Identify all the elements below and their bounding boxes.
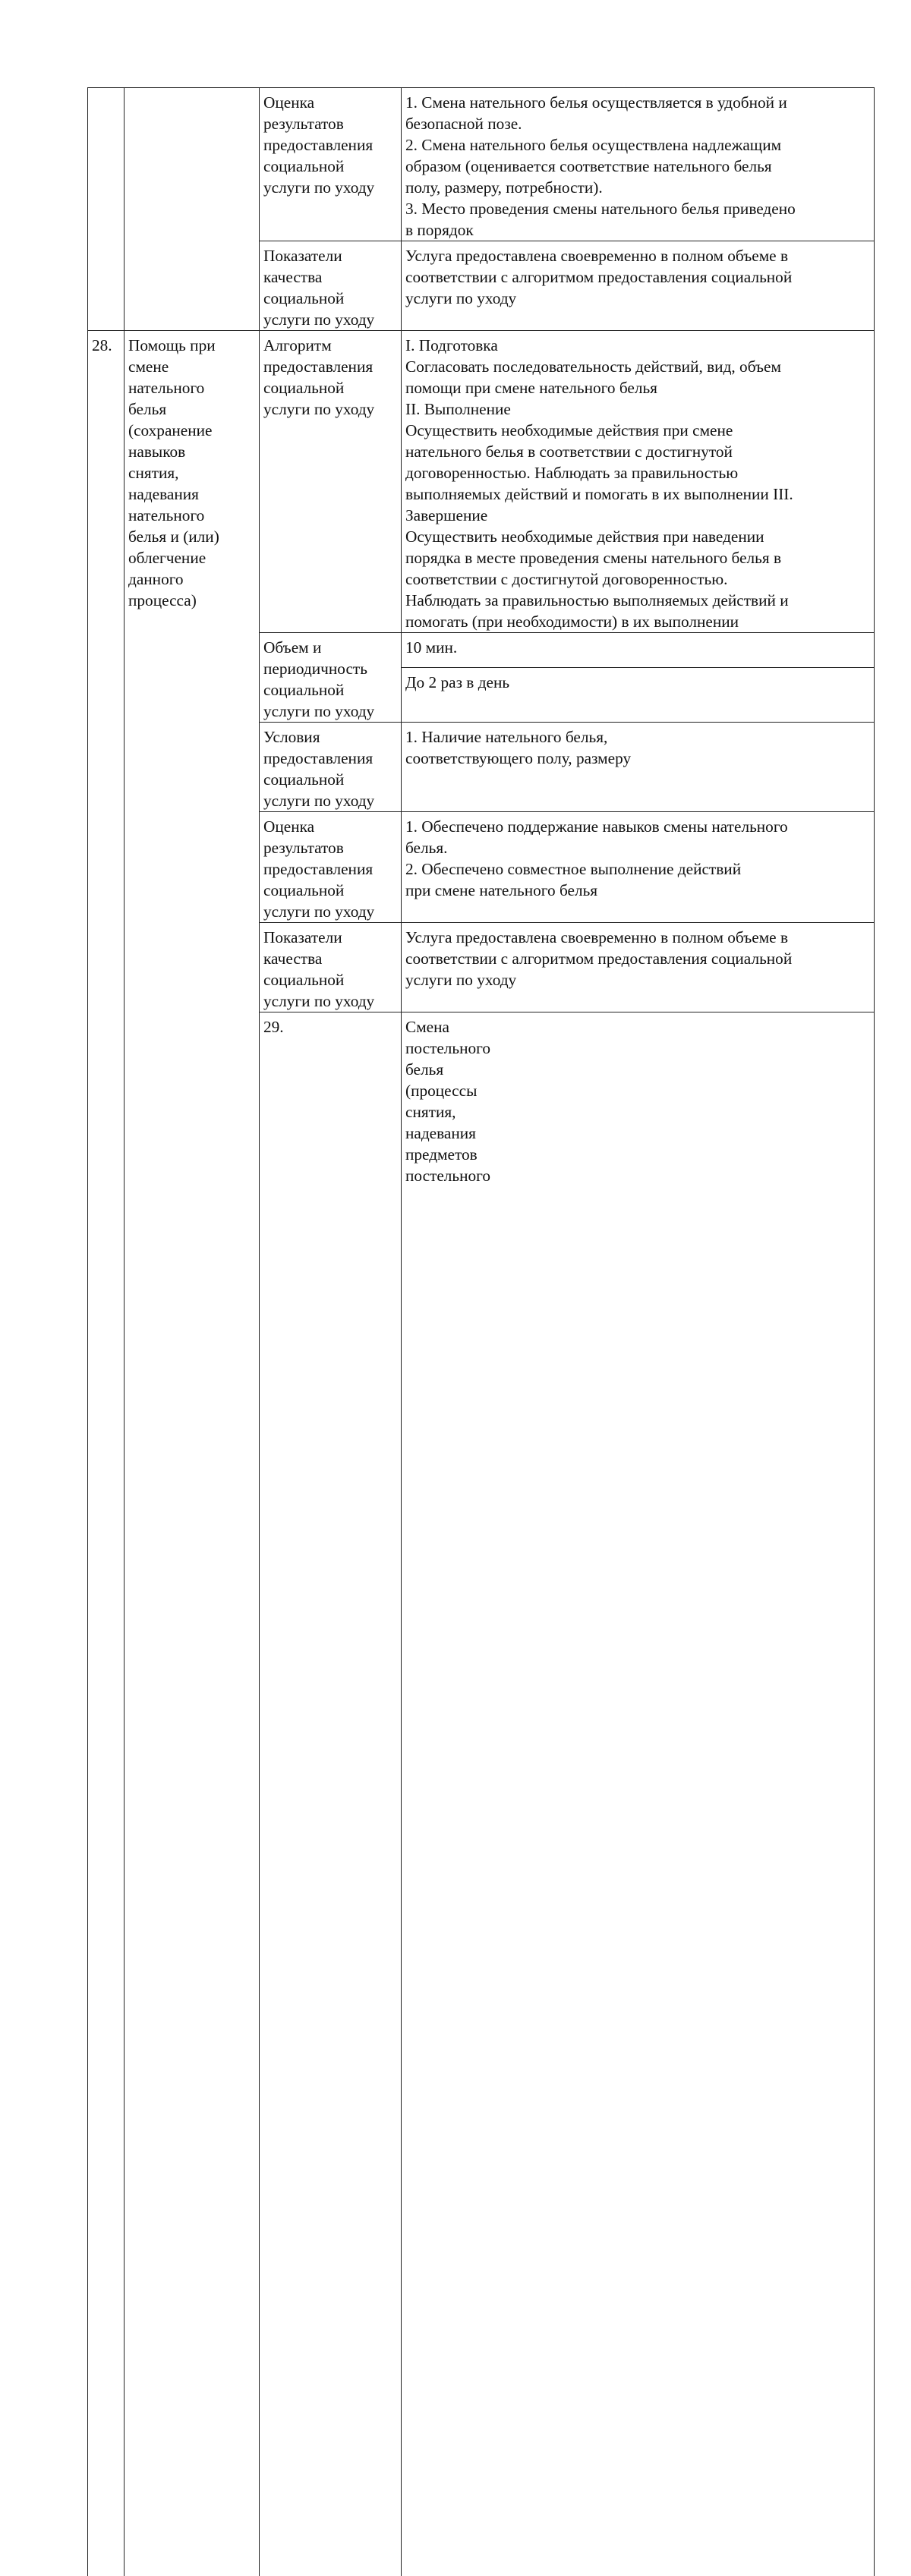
param-label: Алгоритм предоставления социальной услуги по уходу [260, 331, 402, 633]
table-row [88, 88, 875, 241]
param-description: 1. Обеспечено поддержание навыков смены нательного белья. 2. Обеспечено совместное выполнение действий при смене нательного белья [402, 812, 875, 923]
services-table [87, 87, 875, 2576]
periodicity-value: До 2 раз в день [402, 668, 875, 723]
param-label: Показатели качества социальной услуги по уходу [260, 923, 402, 1012]
param-label: Объем и периодичность социальной услуги по уходу [260, 633, 402, 723]
item-number: 29. [260, 1012, 402, 2576]
param-description: Услуга предоставлена своевременно в полном объеме в соответствии с алгоритмом предоставления социальной услуги по уходу [402, 241, 875, 331]
param-label: Условия предоставления социальной услуги по уходу [260, 723, 402, 812]
service-name-cell [125, 88, 260, 331]
table-row [88, 331, 875, 633]
param-label: Оценка результатов предоставления социальной услуги по уходу [260, 812, 402, 923]
volume-value: 10 мин. [402, 633, 875, 668]
service-name: Помощь при смене нательного белья (сохранение навыков снятия, надевания нательного белья и (или) облегчение данного процесса) [125, 331, 260, 2576]
param-description: 1. Наличие нательного белья, соответствующего полу, размеру [402, 723, 875, 812]
item-number: 28. [88, 331, 125, 2576]
param-description: I. Подготовка Согласовать последовательность действий, вид, объем помощи при смене нательного белья II. Выполнение Осуществить необходимые действия при смене нательного белья в соответствии с достигнутой договоренностью. Наблюдать за правильностью выполняемых действий и помогать в их выполнении III. Завершение Осуществить необходимые действия при наведении порядка в месте проведения смены нательного белья в соответствии с достигнутой договоренностью. Наблюдать за правильностью выполняемых действий и помогать (при необходимости) в их выполнении [402, 331, 875, 633]
item-number-cell [88, 88, 125, 331]
param-description: Услуга предоставлена своевременно в полном объеме в соответствии с алгоритмом предоставления социальной услуги по уходу [402, 923, 875, 1012]
param-label: Показатели качества социальной услуги по уходу [260, 241, 402, 331]
service-name: Смена постельного белья (процессы снятия, надевания предметов постельного [402, 1012, 875, 2576]
param-label: Оценка результатов предоставления социальной услуги по уходу [260, 88, 402, 241]
param-description: 1. Смена нательного белья осуществляется в удобной и безопасной позе. 2. Смена нательного белья осуществлена надлежащим образом (оценивается соответствие нательного белья полу, размеру, потребности). 3. Место проведения смены нательного белья приведено в порядок [402, 88, 875, 241]
